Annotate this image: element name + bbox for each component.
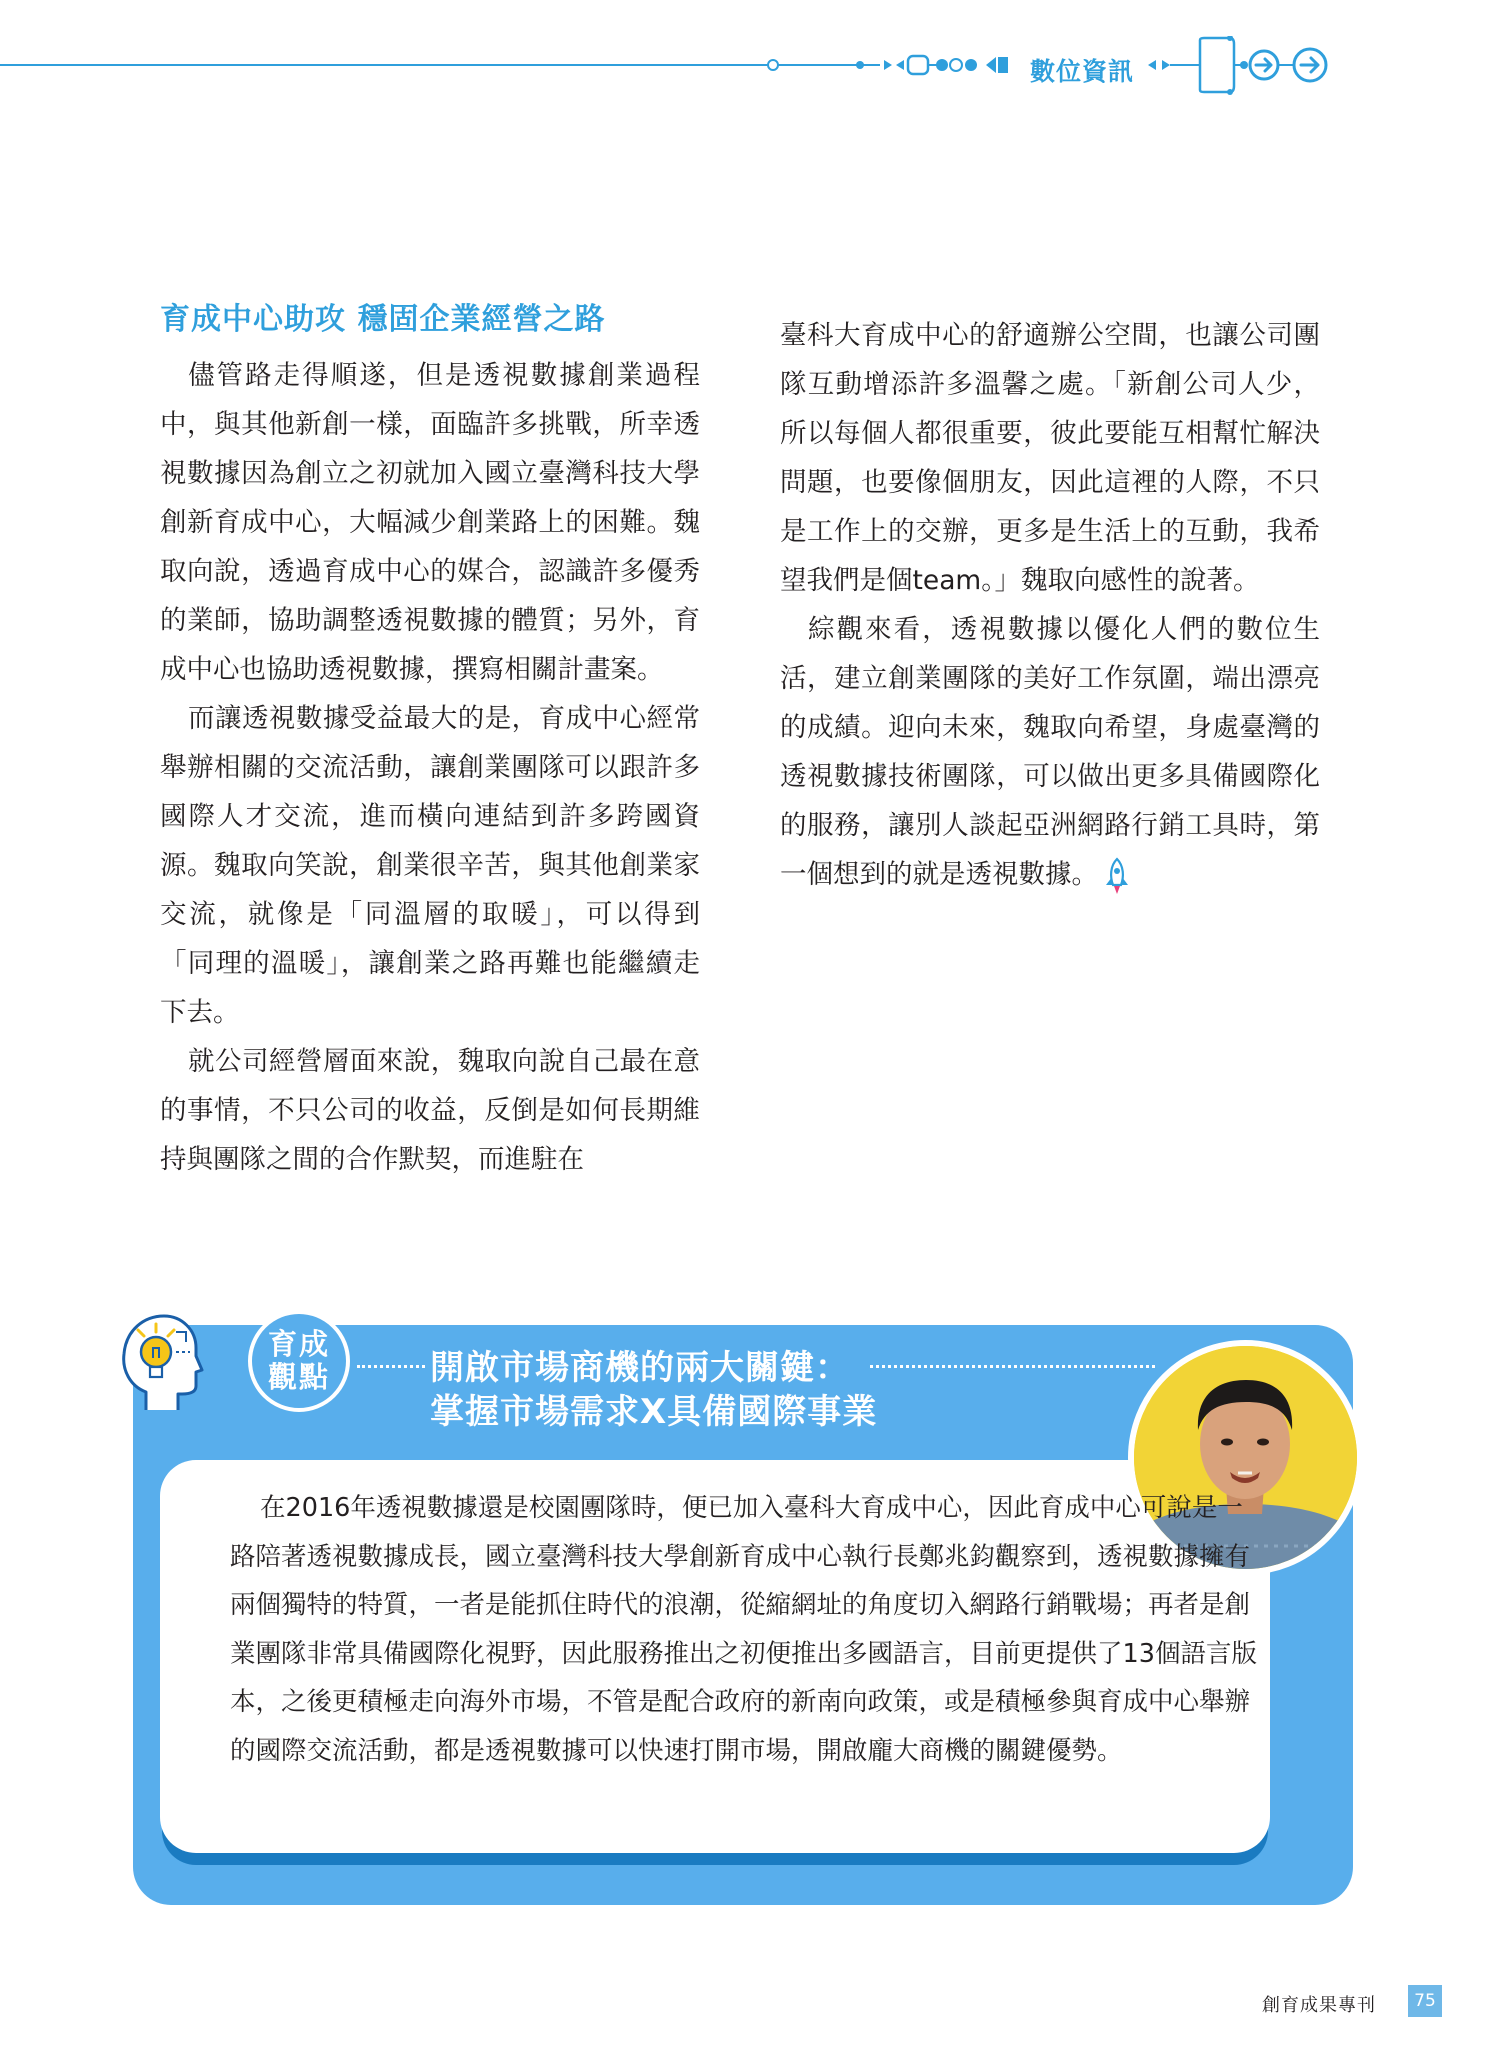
lightbulb-head-icon xyxy=(116,1310,204,1414)
article-right-column xyxy=(780,311,1320,899)
paragraph-text: 綜觀來看，透視數據以優化人們的數位生活，建立創業團隊的美好工作氛圍，端出漂亮的成績。迎向未來，魏取向希望，身處臺灣的透視數據技術團隊，可以做出更多具備國際化的服務，讓別人談起亞洲網路行銷工具時，第一個想到的就是透視數據。 xyxy=(780,614,1320,890)
paragraph: 臺科大育成中心的舒適辦公空間，也讓公司團隊互動增添許多溫馨之處。「新創公司人少，所以每個人都很重要，彼此要能互相幫忙解決問題，也要像個朋友，因此這裡的人際，不只是工作上的交辦，更多是生活上的互動，我希望我們是個team。」魏取向感性的說著。 xyxy=(780,320,1320,596)
section-title: 數位資訊 xyxy=(1030,57,1135,86)
dotted-divider xyxy=(357,1365,425,1368)
paragraph: 就公司經營層面來說，魏取向說自己最在意的事情，不只公司的收益，反倒是如何長期維持與團隊之間的合作默契，而進駐在 xyxy=(160,1046,700,1175)
publication-title: 創育成果專刊 xyxy=(1262,1995,1376,2016)
page-number: 75 xyxy=(1408,1985,1442,2017)
paragraph: 儘管路走得順遂，但是透視數據創業過程中，與其他新創一樣，面臨許多挑戰，所幸透視數據因為創立之初就加入國立臺灣科技大學創新育成中心，大幅減少創業路上的困難。魏取向說，透過育成中心的媒合，認識許多優秀的業師，協助調整透視數據的體質；另外，育成中心也協助透視數據，撰寫相關計畫案。 xyxy=(160,360,700,685)
insight-body-text: 在2016年透視數據還是校園團隊時，便已加入臺科大育成中心，因此育成中心可說是一路陪著透視數據成長，國立臺灣科技大學創新育成中心執行長鄭兆鈞觀察到，透視數據擁有兩個獨特的特質，一者是能抓住時代的浪潮，從縮網址的角度切入網路行銷戰場；再者是創業團隊非常具備國際化視野，因此服務推出之初便推出多國語言，目前更提供了13個語言版本，之後更積極走向海外市場，不管是配合政府的新南向政策，或是積極參與育成中心舉辦的國際交流活動，都是透視數據可以快速打開市場，開啟龐大商機的關鍵優勢。 xyxy=(230,1493,1257,1766)
article-left-column xyxy=(160,300,700,1184)
insight-badge xyxy=(248,1310,350,1412)
paragraph: 而讓透視數據受益最大的是，育成中心經常舉辦相關的交流活動，讓創業團隊可以跟許多國際人才交流，進而橫向連結到許多跨國資源。魏取向笑說，創業很辛苦，與其他創業家交流，就像是「同溫層的取暖」，可以得到「同理的溫暖」，讓創業之路再難也能繼續走下去。 xyxy=(160,703,700,1028)
header-rule xyxy=(0,64,790,66)
rocket-icon xyxy=(1102,857,1132,895)
section-heading: 育成中心助攻 穩固企業經營之路 xyxy=(160,302,606,337)
badge-line: 觀點 xyxy=(267,1360,330,1394)
insight-title-line: 掌握市場需求X具備國際事業 xyxy=(430,1392,878,1432)
paragraph xyxy=(780,605,1320,899)
badge-line: 育成 xyxy=(267,1327,330,1361)
insight-title-line: 開啟市場商機的兩大關鍵： xyxy=(430,1348,850,1388)
insight-body xyxy=(230,1484,1260,1775)
arrow-right-circle-icon xyxy=(1250,51,1278,79)
arrow-right-circle-icon xyxy=(1294,49,1326,81)
insight-title xyxy=(430,1346,877,1434)
dotted-divider xyxy=(870,1365,1155,1368)
